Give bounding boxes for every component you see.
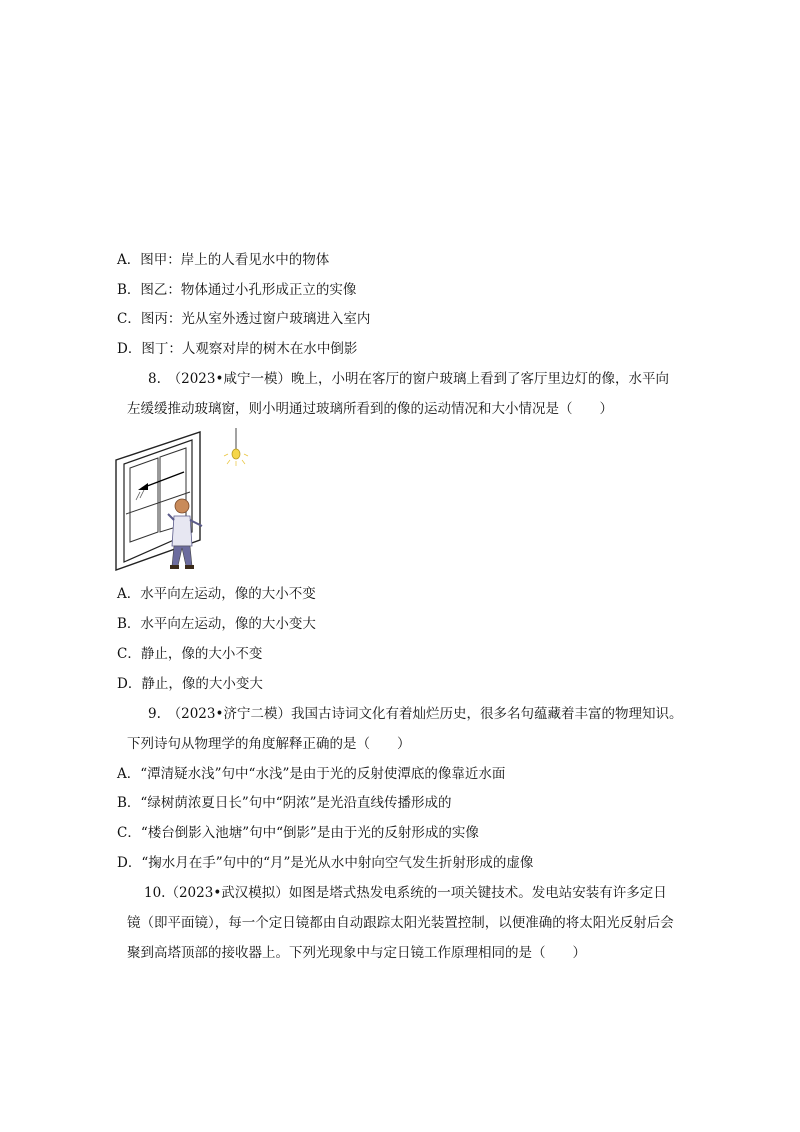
q8-option-d: D．静止，像的大小变大 (117, 676, 263, 692)
q10-stem-line2: 镜（即平面镜），每一个定日镜都由自动跟踪太阳光装置控制，以便准确的将太阳光反射后会 (127, 915, 674, 931)
arrow-head-icon (138, 483, 148, 490)
q8-stem-line1: 8. （2023•咸宁一模）晚上，小明在客厅的窗户玻璃上看到了客厅里边灯的像，水平向 (148, 371, 669, 387)
q9-option-c: C．“楼台倒影入池塘”句中“倒影”是由于光的反射形成的实像 (117, 825, 479, 841)
q8-option-a: A．水平向左运动，像的大小不变 (117, 586, 316, 602)
q8-option-b: B．水平向左运动，像的大小变大 (117, 616, 316, 632)
q8-stem-line2: 左缓缓推动玻璃窗，则小明通过玻璃所看到的像的运动情况和大小情况是（ ） (127, 401, 613, 417)
q7-option-a: A．图甲：岸上的人看见水中的物体 (117, 252, 330, 268)
arrow-line (142, 472, 184, 488)
q10-stem-line3: 聚到高塔顶部的接收器上。下列光现象中与定日镜工作原理相同的是（ ） (127, 945, 586, 961)
lamp-bulb-icon (232, 449, 240, 459)
q9-option-d: D．“掬水月在手”句中的“月”是光从水中射向空气发生折射形成的虚像 (117, 855, 534, 871)
q9-stem-line1: 9. （2023•济宁二模）我国古诗词文化有着灿烂历史，很多名句蕴藏着丰富的物理知识。 (148, 706, 683, 722)
q8-option-c: C．静止，像的大小不变 (117, 646, 263, 662)
q7-option-b: B．图乙：物体通过小孔形成正立的实像 (117, 282, 357, 298)
window-lamp-figure (112, 428, 252, 576)
q9-option-b: B．“绿树荫浓夏日长”句中“阴浓”是光沿直线传播形成的 (117, 795, 452, 811)
q7-option-c: C．图丙：光从室外透过窗户玻璃进入室内 (117, 311, 371, 327)
person-figure (168, 499, 202, 569)
q10-stem-line1: 10.（2023•武汉模拟）如图是塔式热发电系统的一项关键技术。发电站安装有许多定日 (144, 885, 667, 901)
q9-stem-line2: 下列诗句从物理学的角度解释正确的是（ ） (127, 736, 411, 752)
left-pane (130, 458, 158, 542)
q7-option-d: D．图丁：人观察对岸的树木在水中倒影 (117, 341, 358, 357)
q9-option-a: A．“潭清疑水浅”句中“水浅”是由于光的反射使潭底的像靠近水面 (117, 766, 506, 782)
